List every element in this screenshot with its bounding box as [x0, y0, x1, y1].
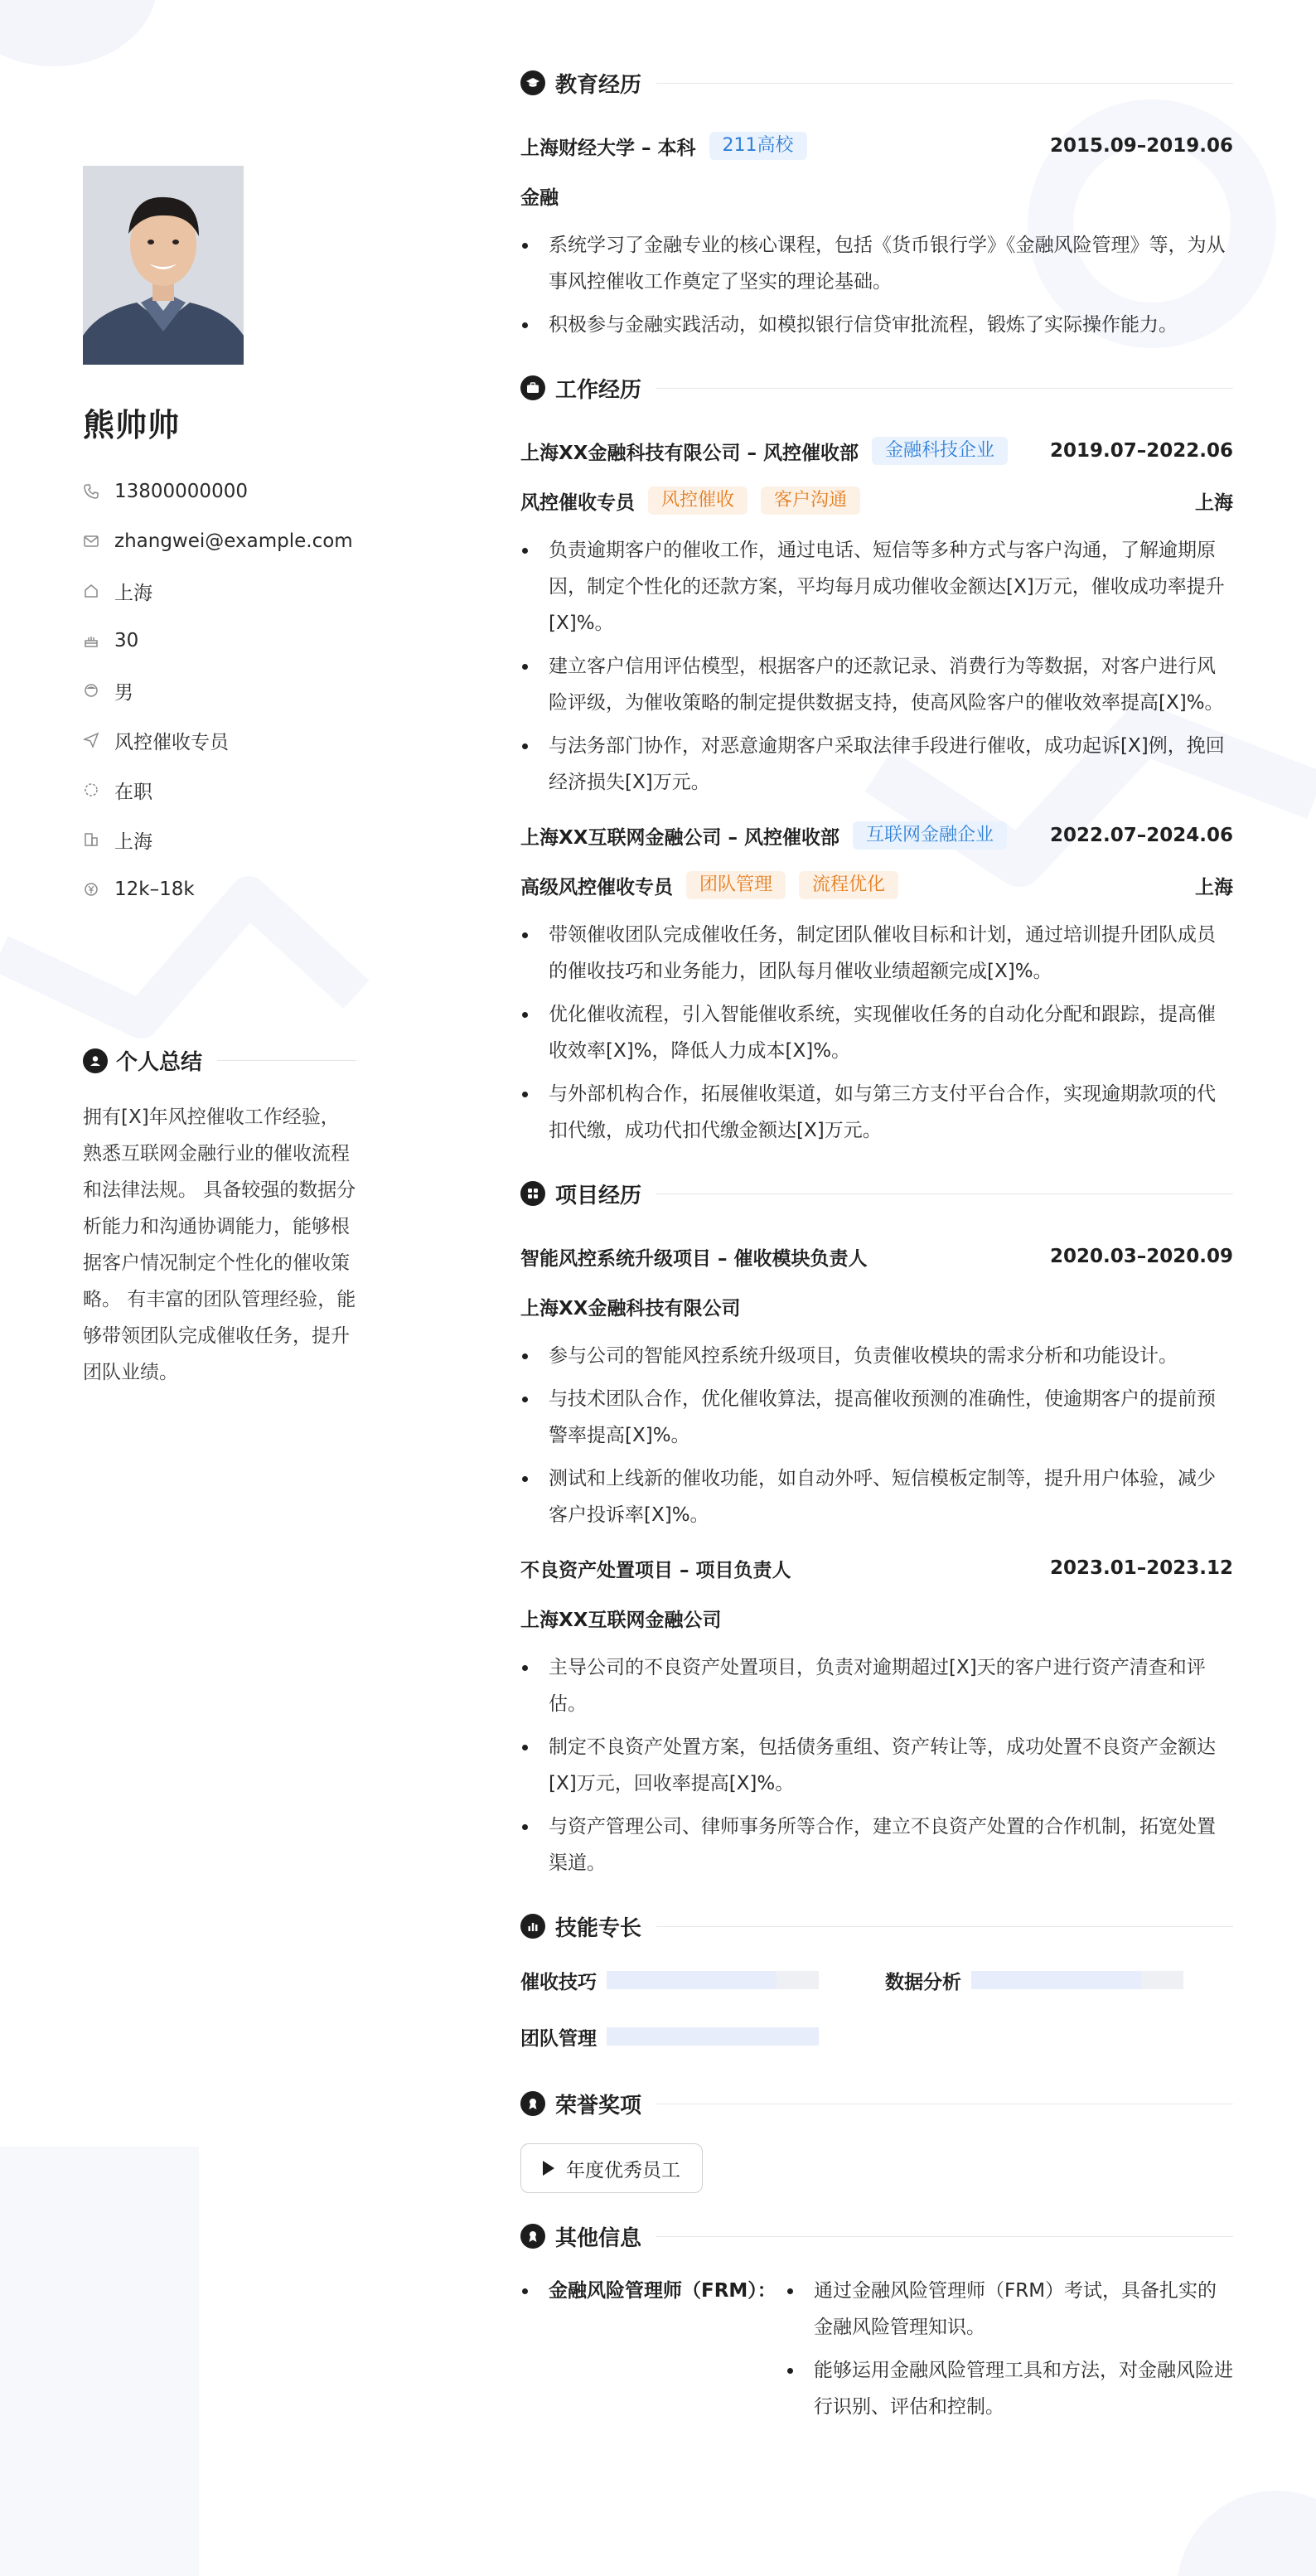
list-item: 通过金融风险管理师（FRM）考试，具备扎实的金融风险管理知识。 — [786, 2273, 1233, 2346]
mail-icon — [83, 533, 99, 550]
list-item: 与外部机构合作，拓展催收渠道，如与第三方支付平台合作，实现逾期款项的代扣代缴，成功代扣代缴金额达[X]万元。 — [520, 1076, 1233, 1149]
skill-item — [520, 2017, 885, 2055]
info-text: 男 — [114, 681, 133, 704]
company-name: 上海XX互联网金融公司 – 风控催收部 — [520, 826, 839, 849]
company-group — [520, 821, 1007, 850]
divider — [656, 2236, 1233, 2237]
list-item: 建立客户信用评估模型，根据客户的还款记录、消费行为等数据，对客户进行风险评级，为催收策略的制定提供数据支持，使高风险客户的催收效率提高[X]%。 — [520, 648, 1233, 721]
list-item: 与技术团队合作，优化催收算法，提高催收预测的准确性，使逾期客户的提前预警率提高[X]%。 — [520, 1381, 1233, 1454]
other-header — [520, 2213, 1233, 2259]
skill-item — [520, 1961, 885, 1999]
work-header — [520, 365, 1233, 411]
company-tag: 金融科技企业 — [872, 437, 1008, 465]
school-name: 上海财经大学 – 本科 — [520, 137, 696, 159]
project-org: 上海XX互联网金融公司 — [520, 1609, 722, 1631]
list-item: 能够运用金融风险管理工具和方法，对金融风险进行识别、评估和控制。 — [786, 2352, 1233, 2425]
summary-header — [83, 1045, 356, 1076]
send-icon — [83, 732, 99, 748]
info-location — [83, 566, 356, 616]
job-role: 风控催收专员 — [520, 491, 635, 514]
job-city: 上海 — [1195, 491, 1233, 514]
info-city — [83, 815, 356, 864]
skill-level-bar — [971, 1971, 1183, 1989]
project-org-row — [520, 1281, 1233, 1331]
list-item: 主导公司的不良资产处置项目，负责对逾期超过[X]天的客户进行资产清查和评估。 — [520, 1649, 1233, 1722]
avatar — [83, 166, 244, 365]
skills-grid — [520, 1961, 1233, 2055]
job-bullets — [520, 917, 1233, 1149]
phone-icon — [83, 483, 99, 500]
section-title: 工作经历 — [555, 377, 642, 403]
project-org-row — [520, 1593, 1233, 1643]
main-column — [520, 60, 1233, 2432]
info-status — [83, 765, 356, 815]
skill-level-bar — [607, 2027, 819, 2046]
project-org: 上海XX金融科技有限公司 — [520, 1297, 741, 1319]
list-item: 参与公司的智能风控系统升级项目，负责催收模块的需求分析和功能设计。 — [520, 1338, 1233, 1374]
job-role-row — [520, 860, 1233, 910]
job-company-row — [520, 811, 1233, 860]
award-icon — [520, 2224, 545, 2249]
skill-tag: 流程优化 — [799, 871, 898, 899]
other-info — [520, 2273, 1233, 2432]
job-role-row — [520, 476, 1233, 525]
education-bullets — [520, 227, 1233, 343]
project-name: 不良资产处置项目 – 项目负责人 — [520, 1559, 791, 1581]
home-icon — [83, 583, 99, 599]
bar-chart-icon — [520, 1914, 545, 1939]
summary-text: 拥有[X]年风控催收工作经验，熟悉互联网金融行业的催收流程和法律法规。 具备较强的数据分析能力和沟通协调能力，能够根据客户情况制定个性化的催收策略。 有丰富的团队管理经验，能够带领团队完成催收任务，提升团队业绩。 — [83, 1106, 356, 1383]
avatar-portrait-icon — [83, 166, 244, 365]
money-icon — [83, 881, 99, 898]
info-text: 30 — [114, 630, 139, 651]
section-title: 个人总结 — [116, 1050, 203, 1075]
briefcase-icon — [520, 375, 545, 400]
list-item: 积极参与金融实践活动，如模拟银行信贷审批流程，锻炼了实际操作能力。 — [520, 307, 1233, 343]
divider — [656, 1926, 1233, 1927]
info-text: zhangwei@example.com — [114, 530, 353, 552]
list-item: 与法务部门协作，对恶意逾期客户采取法律手段进行催收，成功起诉[X]例，挽回经济损失[X]万元。 — [520, 728, 1233, 801]
divider — [217, 1060, 356, 1061]
skills-header — [520, 1903, 1233, 1949]
role-group — [520, 871, 898, 899]
section-title: 教育经历 — [555, 72, 642, 98]
award-item[interactable] — [520, 2143, 703, 2193]
project-row — [520, 1543, 1233, 1593]
info-age — [83, 616, 356, 666]
info-salary — [83, 864, 356, 914]
info-text: 13800000000 — [114, 481, 248, 502]
list-item: 测试和上线新的催收功能，如自动外呼、短信模板定制等，提升用户体验，减少客户投诉率[X]%。 — [520, 1460, 1233, 1533]
job-city: 上海 — [1195, 876, 1233, 898]
project-name: 智能风控系统升级项目 – 催收模块负责人 — [520, 1247, 868, 1270]
info-position — [83, 715, 356, 765]
list-item: 与资产管理公司、律师事务所等合作，建立不良资产处置的合作机制，拓宽处置渠道。 — [520, 1809, 1233, 1881]
education-date: 2015.09–2019.06 — [1049, 135, 1233, 157]
info-text: 风控催收专员 — [114, 731, 229, 753]
projects-header — [520, 1170, 1233, 1217]
profile-name: 熊帅帅 — [83, 407, 181, 443]
education-major-row — [520, 171, 1233, 220]
list-item: 制定不良资产处置方案，包括债务重组、资产转让等，成功处置不良资产金额达[X]万元，回收率提高[X]%。 — [520, 1729, 1233, 1802]
info-text: 在职 — [114, 781, 152, 803]
school-tag: 211高校 — [709, 132, 807, 160]
gender-icon — [83, 682, 99, 699]
role-group — [520, 487, 860, 515]
divider — [656, 83, 1233, 84]
job-bullets — [520, 532, 1233, 801]
list-item: 系统学习了金融专业的核心课程，包括《货币银行学》《金融风险管理》等，为从事风控催收工作奠定了坚实的理论基础。 — [520, 227, 1233, 300]
job-date: 2019.07–2022.06 — [1049, 440, 1233, 462]
info-gender — [83, 666, 356, 715]
job-date: 2022.07–2024.06 — [1049, 825, 1233, 846]
section-title: 技能专长 — [555, 1915, 642, 1941]
company-tag: 互联网金融企业 — [853, 821, 1007, 850]
project-row — [520, 1232, 1233, 1281]
skill-tag: 团队管理 — [686, 871, 786, 899]
list-item: 负责逾期客户的催收工作，通过电话、短信等多种方式与客户沟通，了解逾期原因，制定个性化的还款方案，平均每月成功催收金额达[X]万元，催收成功率提升[X]%。 — [520, 532, 1233, 642]
background-circle-bottom — [1177, 2491, 1316, 2576]
major: 金融 — [520, 186, 559, 209]
skill-tag: 风控催收 — [648, 487, 748, 515]
awards-header — [520, 2080, 1233, 2127]
education-row — [520, 121, 1233, 171]
list-item: 优化催收流程，引入智能催收系统，实现催收任务的自动化分配和跟踪，提高催收效率[X]%，降低人力成本[X]%。 — [520, 996, 1233, 1069]
info-phone — [83, 467, 356, 516]
grid-icon — [520, 1181, 545, 1206]
other-bullets — [786, 2273, 1233, 2432]
company-name: 上海XX金融科技有限公司 – 风控催收部 — [520, 442, 859, 464]
background-circle — [0, 0, 157, 66]
job-company-row — [520, 426, 1233, 476]
skill-level-fill — [607, 1971, 777, 1989]
section-title: 项目经历 — [555, 1183, 642, 1208]
skill-name: 数据分析 — [885, 1971, 961, 1993]
award-icon — [520, 2091, 545, 2116]
job-role: 高级风控催收专员 — [520, 876, 673, 898]
play-triangle-icon — [543, 2161, 554, 2176]
award-label: 年度优秀员工 — [566, 2159, 680, 2181]
project-bullets — [520, 1338, 1233, 1533]
divider — [656, 388, 1233, 389]
building-icon — [83, 831, 99, 848]
skill-tag: 客户沟通 — [761, 487, 860, 515]
other-label: 金融风险管理师（FRM）： — [520, 2273, 786, 2432]
profile-column — [83, 166, 356, 1391]
info-text: 上海 — [114, 830, 152, 853]
company-group — [520, 437, 1008, 465]
cake-icon — [83, 632, 99, 649]
user-icon — [83, 1048, 108, 1073]
school-name-group — [520, 132, 807, 160]
info-email — [83, 516, 356, 566]
section-title: 荣誉奖项 — [555, 2093, 642, 2118]
education-header — [520, 60, 1233, 106]
info-text: 上海 — [114, 582, 152, 604]
skill-level-fill — [971, 1971, 1141, 1989]
background-block — [0, 2147, 199, 2576]
list-item: 带领催收团队完成催收任务，制定团队催收目标和计划，通过培训提升团队成员的催收技巧和业务能力，团队每月催收业绩超额完成[X]%。 — [520, 917, 1233, 990]
graduation-cap-icon — [520, 70, 545, 95]
project-date: 2020.03–2020.09 — [1049, 1246, 1233, 1267]
skill-name: 团队管理 — [520, 2027, 597, 2050]
status-icon — [83, 782, 99, 798]
skill-level-bar — [607, 1971, 819, 1989]
skill-level-fill — [607, 2027, 819, 2046]
section-title: 其他信息 — [555, 2225, 642, 2251]
project-date: 2023.01–2023.12 — [1049, 1557, 1233, 1579]
skill-item — [885, 1961, 1233, 1999]
project-bullets — [520, 1649, 1233, 1881]
contact-info-list — [83, 467, 356, 914]
skill-name: 催收技巧 — [520, 1971, 597, 1993]
info-text: 12k–18k — [114, 879, 195, 900]
